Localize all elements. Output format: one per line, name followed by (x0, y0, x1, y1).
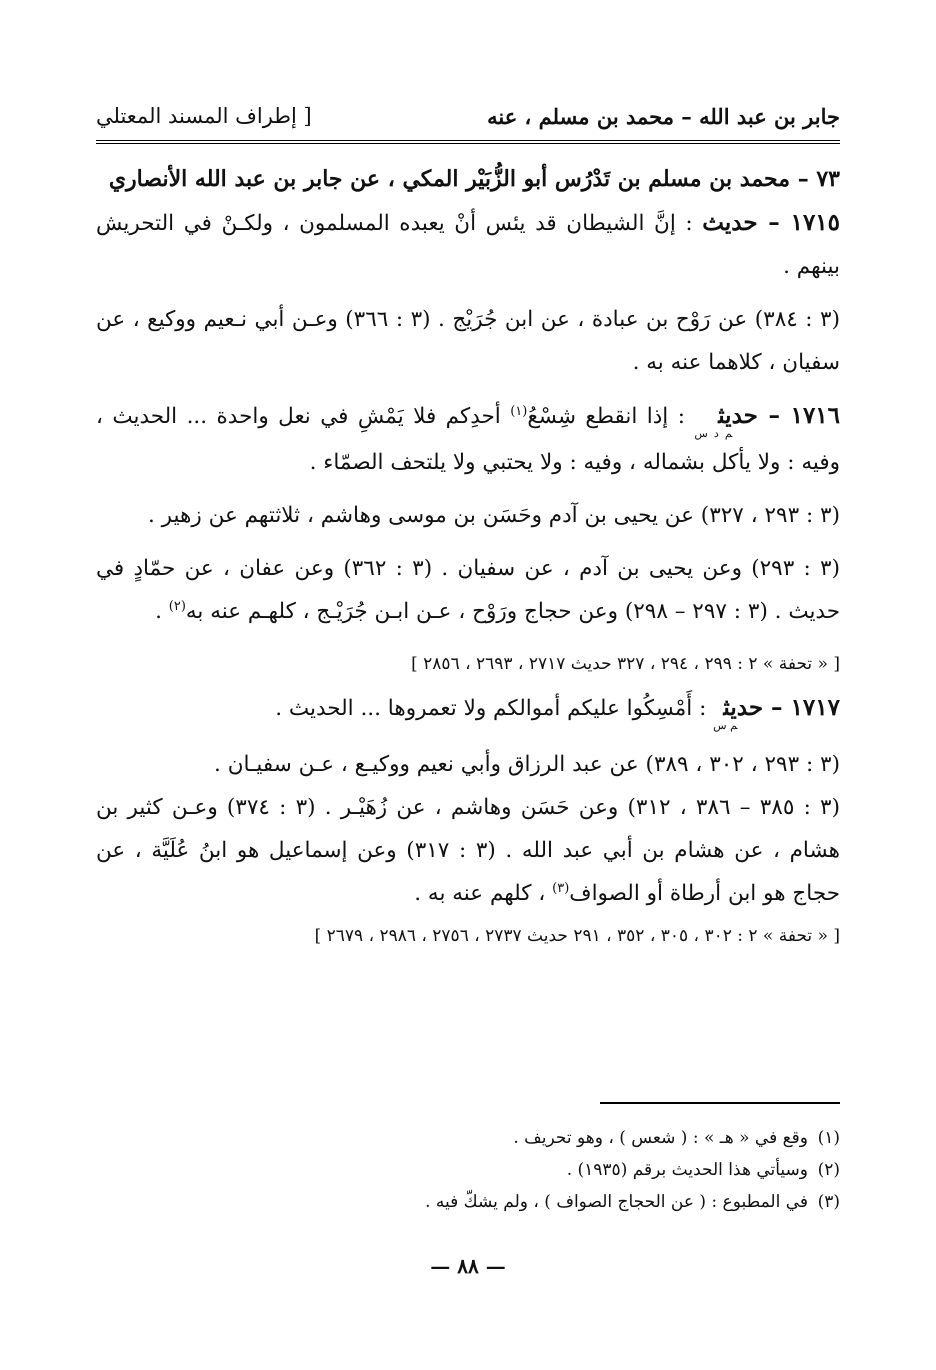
isnad-end: ، كلهم عنه به . (414, 881, 553, 906)
isnad-paragraph: (٣ : ٢٩٣ ، ٣٢٧) عن يحيى بن آدم وحَسَن بن موسى وهاشم ، ثلاثتهم عن زهير . (148, 503, 840, 528)
header-chapter: جابر بن عبد الله – محمد بن مسلم ، عنه (487, 103, 840, 129)
hadith-text: : إذا انقطع شِسْعُ (527, 404, 695, 429)
tuhfa-reference: [ « تحفة » ٢ : ٣٠٢ ، ٣٠٥ ، ٣٥٢ ، ٢٩١ حديث ٢٧٣٧ ، ٢٧٥٦ ، ٢٩٨٦ ، ٢٦٧٩ ] (314, 926, 840, 946)
narrator-marks: م س (713, 719, 738, 732)
hadith-number: ١٧١٥ – حديث (702, 209, 841, 236)
footnote-rule (600, 1102, 840, 1104)
isnad-paragraph: (٣ : ٢٩٣ ، ٣٠٢ ، ٣٨٩) عن عبد الرزاق وأبي نعيم ووكيـع ، عـن سفيـان . (214, 752, 840, 777)
footnote-ref: (٣) (552, 880, 570, 896)
footnote-item (96, 1122, 840, 1154)
section-title: ٧٣ – محمد بن مسلم بن تَدْرُس أبو الزُّبَيْر المكي ، عن جابر بن عبد الله الأنصاري (108, 166, 840, 192)
hadith-1717 (96, 686, 840, 733)
hadith-number: ١٧١٦ – حديث (718, 402, 841, 429)
hadith-text: : إنَّ الشيطان قد يئس أنْ يعبده المسلمون ، ولكـنْ في التحريش بينهم . (96, 211, 840, 279)
footnote-ref: (١) (510, 403, 528, 419)
isnad-text: (٣ : ٣٨٥ – ٣٨٦ ، ٣١٢) وعن حَسَن وهاشم ، عن زُهَيْـر . (٣ : ٣٧٤) وعـن كثير بن هشام ، عن هشام بن أبي عبد الله . (٣ : ٣١٧) وعن إسماعيل هو ابنُ عُلَيَّة ، عن حجاج هو ابن أرطاة أو الصواف (96, 795, 840, 906)
isnad-paragraph (96, 786, 840, 915)
footnote-item (96, 1154, 840, 1186)
footnote-text: وقع في « هـ » : ( شعس ) ، وهو تحريف . (513, 1128, 808, 1148)
isnad-text: (٣ : ٢٩٣) وعن يحيى بن آدم ، عن سفيان . (٣ : ٣٦٢) وعن عفان ، عن حمّادٍ في حديث . (٣ : ٢٩٧ – ٢٩٨) وعن حجاج ورَوْح ، عـن ابـن جُرَيْـج ، كلهـم عنه به (96, 556, 840, 624)
hadith-1715 (96, 201, 840, 288)
hadith-1716 (96, 394, 840, 484)
header-rule (96, 140, 840, 144)
footnote-number: (٢) (817, 1160, 840, 1180)
hadith-text: : أَمْسِكُوا عليكم أموالكم ولا تعمروها ... الحديث . (275, 696, 714, 721)
hadith-number: ١٧١٧ – حديث (723, 694, 840, 721)
tuhfa-reference: [ « تحفة » ٢ : ٢٩٩ ، ٢٩٤ ، ٣٢٧ حديث ٢٧١٧ ، ٢٦٩٣ ، ٢٨٥٦ ] (411, 654, 840, 674)
footnote-number: (٣) (817, 1192, 840, 1212)
narrator-marks: م د س (694, 427, 733, 440)
footnote-number: (١) (817, 1128, 840, 1148)
footnote-text: وسيأتي هذا الحديث برقم (١٩٣٥) . (566, 1160, 808, 1180)
hadith-text-cont: أحدِكم فلا يَمْشِ في نعل واحدة ... الحديث ، وفيه : ولا يأكل بشماله ، وفيه : ولا يحتبي ولا يلتحف الصمّاء . (96, 404, 840, 475)
header-book-title: [ إطراف المسند المعتلي (96, 104, 312, 128)
isnad-end: . (155, 599, 169, 624)
main-text (96, 158, 840, 958)
footnote-ref: (٢) (168, 598, 186, 614)
footnote-text: في المطبوع : ( عن الحجاج الصواف ) ، ولم يشكّ فيه . (425, 1192, 808, 1212)
isnad-paragraph: (٣ : ٣٨٤) عن رَوْح بن عبادة ، عن ابن جُرَيْج . (٣ : ٣٦٦) وعـن أبي نـعيم ووكيع ، عن سفيان ، كلاهما عنه به . (96, 307, 840, 375)
running-header (96, 96, 840, 136)
page-number: — ٨٨ — (430, 1254, 506, 1278)
footnote-item (96, 1186, 840, 1218)
isnad-paragraph (96, 547, 840, 633)
footnotes (96, 1122, 840, 1218)
